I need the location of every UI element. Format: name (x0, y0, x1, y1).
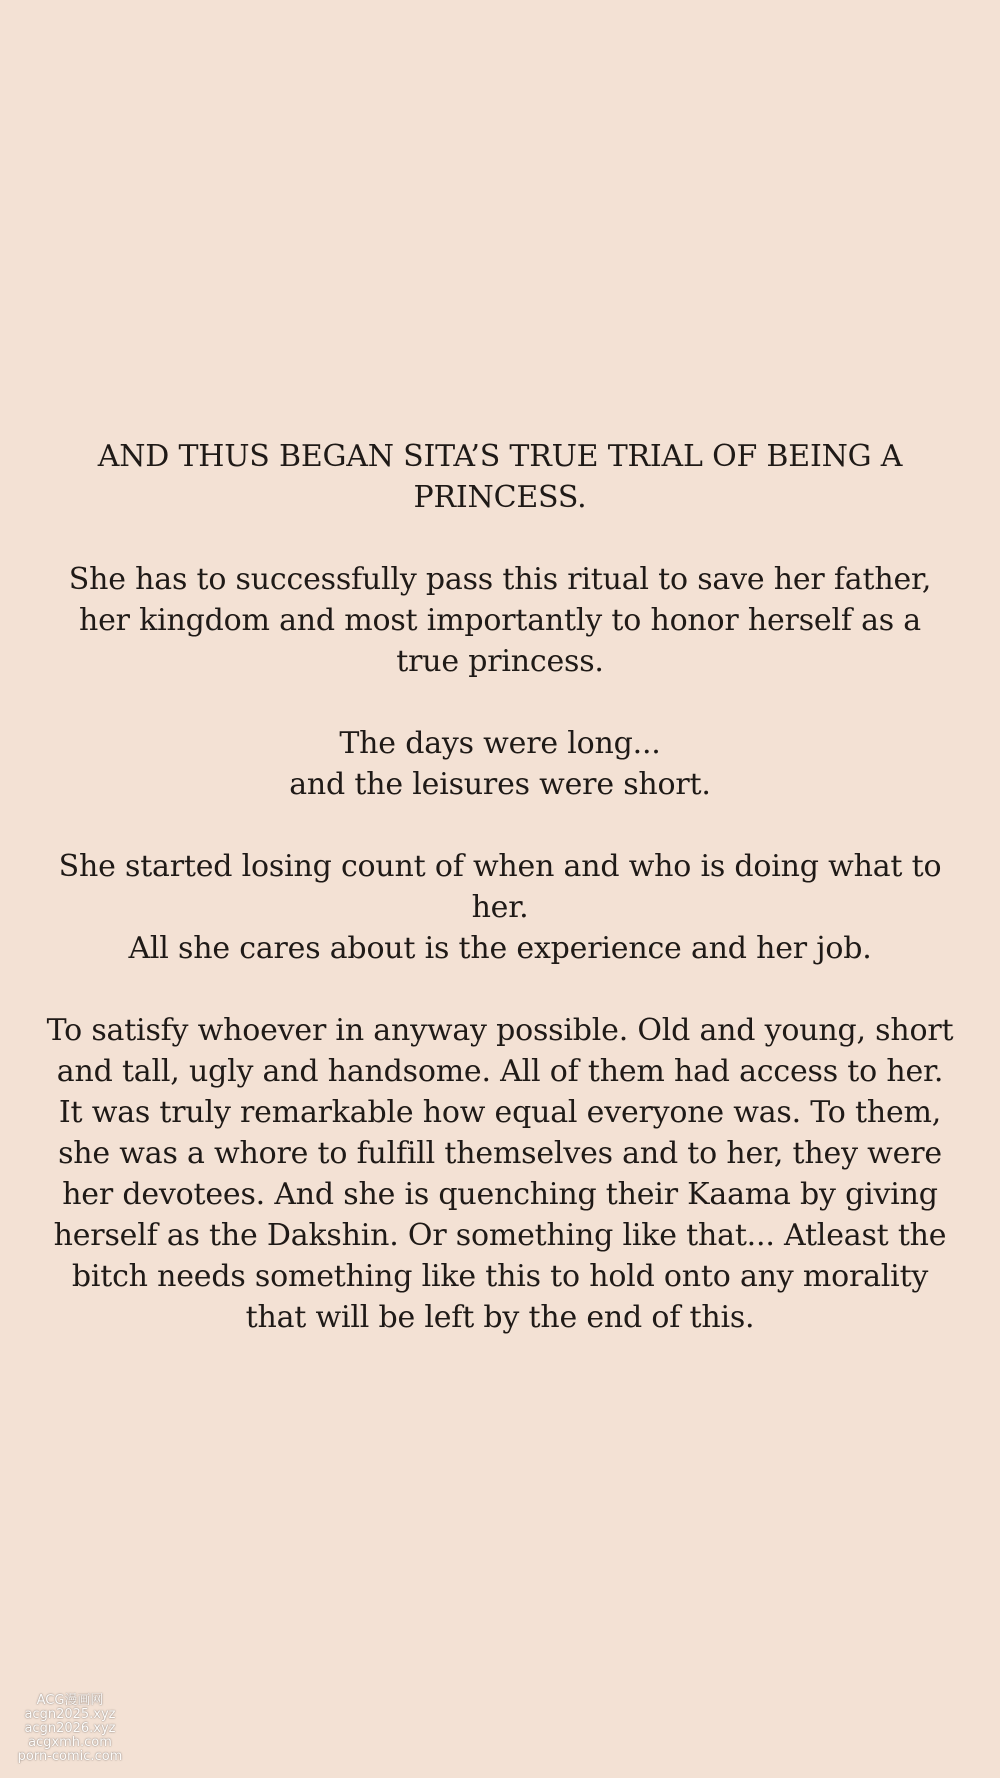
watermark-line: acgxmh.com (28, 1735, 112, 1750)
text-line: her kingdom and most importantly to honor herself as a (79, 603, 921, 638)
text-line: her devotees. And she is quenching their Kaama by giving (62, 1177, 938, 1212)
watermark-line: acgn2025.xyz (24, 1707, 116, 1722)
text-line: All she cares about is the experience and her job. (128, 931, 872, 966)
paragraph-losing-count (40, 846, 960, 969)
text-line: true princess. (396, 644, 604, 679)
text-line: she was a whore to fulfill themselves and to her, they were (58, 1136, 942, 1171)
paragraph-satisfy (40, 1010, 960, 1338)
watermark-line: porn-comic.com (17, 1749, 123, 1764)
text-line: To satisfy whoever in anyway possible. Old and young, short (46, 1013, 954, 1048)
text-line: AND THUS BEGAN SITA’S TRUE TRIAL OF BEING A (97, 439, 903, 474)
text-line: She started losing count of when and who is doing what to (58, 849, 942, 884)
story-text (40, 436, 960, 1338)
text-line: and tall, ugly and handsome. All of them had access to her. (56, 1054, 944, 1089)
watermark-line: acgn2026.xyz (24, 1721, 116, 1736)
text-line: that will be left by the end of this. (245, 1300, 755, 1335)
text-line: her. (471, 890, 529, 925)
text-line: PRINCESS. (413, 480, 587, 515)
text-line: It was truly remarkable how equal everyone was. To them, (58, 1095, 942, 1130)
text-line: She has to successfully pass this ritual to save her father, (68, 562, 932, 597)
text-line: bitch needs something like this to hold onto any morality (71, 1259, 929, 1294)
text-line: and the leisures were short. (289, 767, 711, 802)
text-line: herself as the Dakshin. Or something like that... Atleast the (53, 1218, 947, 1253)
site-watermark (12, 1694, 128, 1764)
text-line: The days were long... (339, 726, 661, 761)
paragraph-ritual (40, 559, 960, 682)
watermark-line: ACG漫画网 (36, 1693, 104, 1708)
paragraph-days (40, 723, 960, 805)
paragraph-trial-intro (40, 436, 960, 518)
